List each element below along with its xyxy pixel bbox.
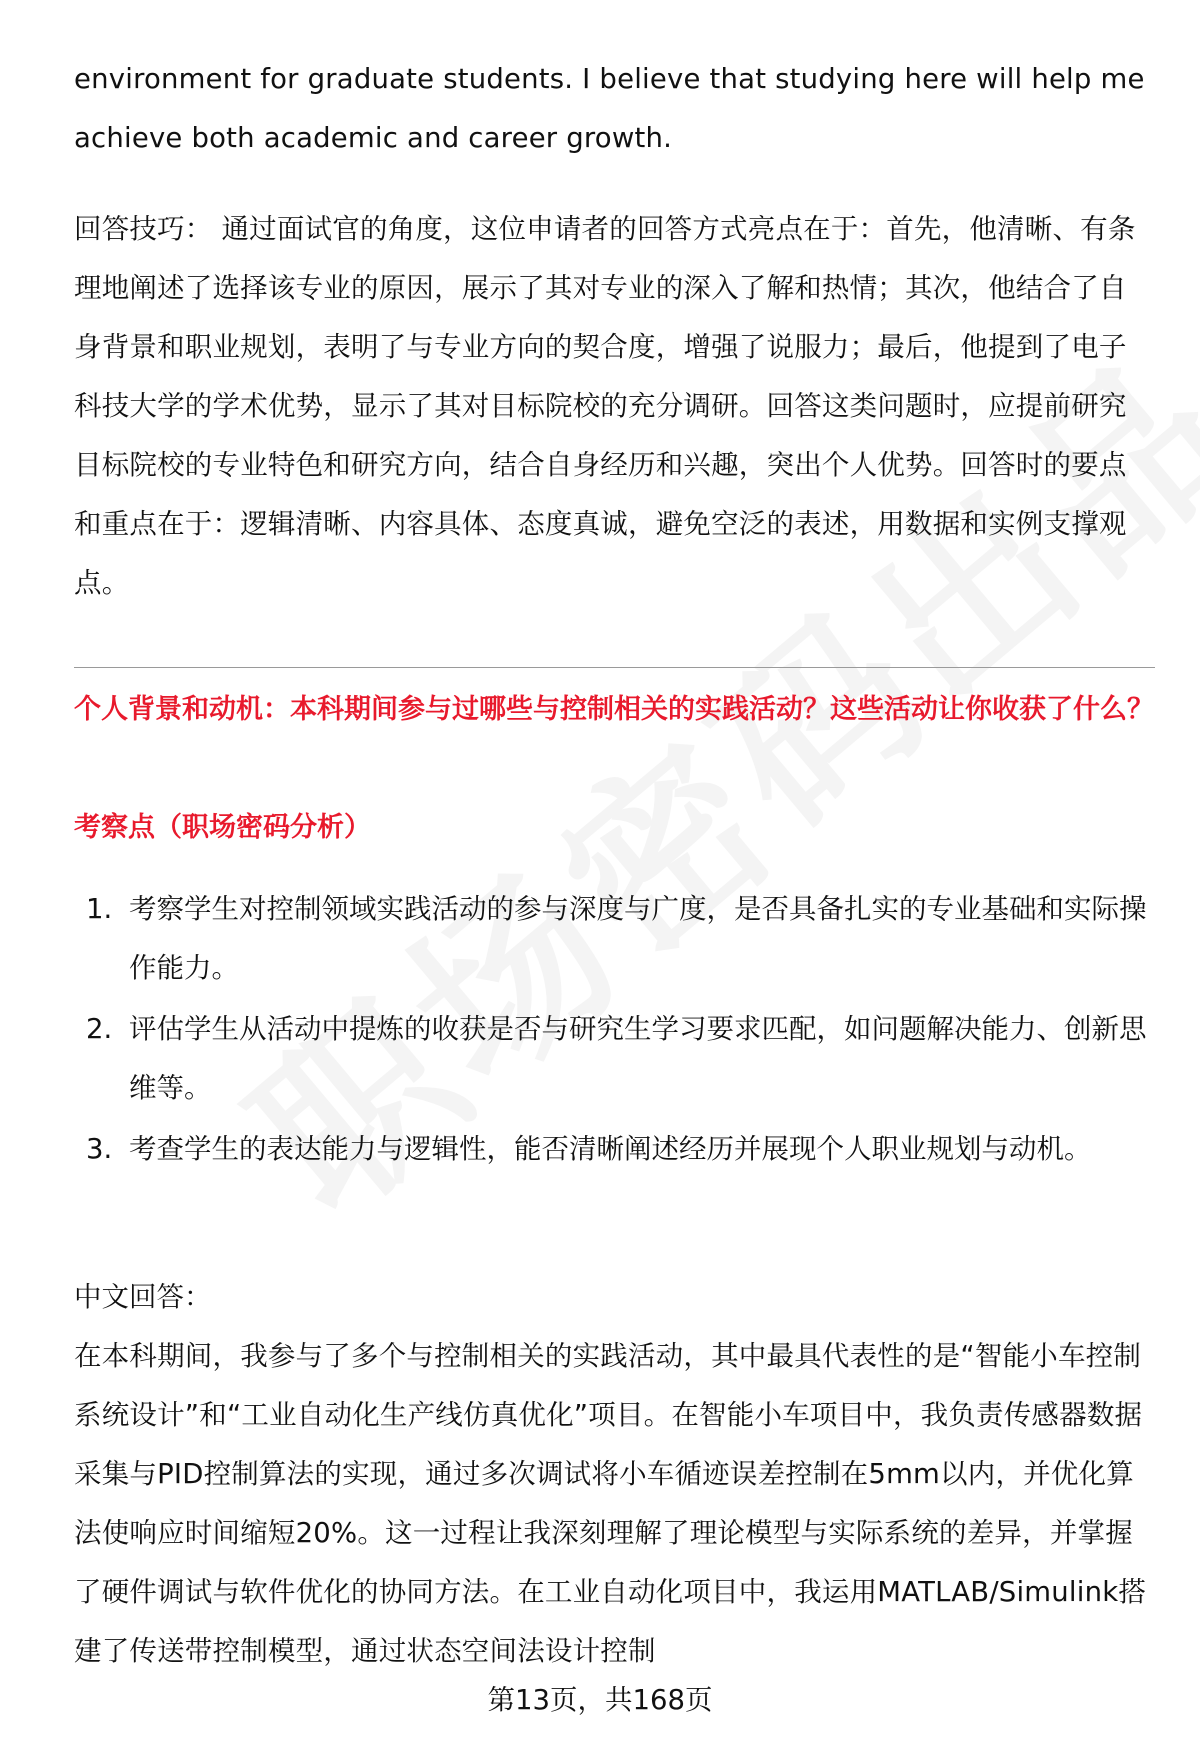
page-number: 第13页，共168页: [487, 1684, 713, 1716]
question-heading: 个人背景和动机：本科期间参与过哪些与控制相关的实践活动？这些活动让你收获了什么？: [74, 694, 1154, 725]
tips-paragraph: 回答技巧： 通过面试官的角度，这位申请者的回答方式亮点在于：首先，他清晰、有条理地阐述了选择该专业的原因，展示了其对专业的深入了解和热情；其次，他结合了自身背景和职业规划，表明了与专业方向的契合度，增强了说服力；最后，他提到了电子科技大学的学术优势，显示了其对目标院校的充分调研。回答这类问题时，应提前研究目标院校的专业特色和研究方向，结合自身经历和兴趣，突出个人优势。回答时的要点和重点在于：逻辑清晰、内容具体、态度真诚，避免空泛的表述，用数据和实例支撑观点。: [74, 213, 1136, 599]
list-number: 1.: [86, 893, 113, 925]
list-text: 考察学生对控制领域实践活动的参与深度与广度，是否具备扎实的专业基础和实际操作能力。: [129, 893, 1147, 984]
section-divider: [74, 667, 1155, 668]
intro-paragraph: environment for graduate students. I believe that studying here will help me achieve both academic and career growth.: [74, 63, 1145, 154]
list-number: 2.: [86, 1013, 113, 1045]
list-item: [74, 1000, 1154, 1118]
list-number: 3.: [86, 1133, 113, 1165]
list-text: 评估学生从活动中提炼的收获是否与研究生学习要求匹配，如问题解决能力、创新思维等。: [129, 1013, 1147, 1104]
list-item: [74, 1120, 1154, 1179]
assess-heading: 考察点（职场密码分析）: [74, 812, 371, 843]
list-item: [74, 880, 1154, 998]
assess-list: [74, 880, 1154, 1181]
answer-paragraph: 在本科期间，我参与了多个与控制相关的实践活动，其中最具代表性的是“智能小车控制系统设计”和“工业自动化生产线仿真优化”项目。在智能小车项目中，我负责传感器数据采集与PID控制算法的实现，通过多次调试将小车循迹误差控制在5mm以内，并优化算法使响应时间缩短20%。这一过程让我深刻理解了理论模型与实际系统的差异，并掌握了硬件调试与软件优化的协同方法。在工业自动化项目中，我运用MATLAB/Simulink搭建了传送带控制模型，通过状态空间法设计控制: [74, 1340, 1147, 1667]
answer-label: 中文回答：: [74, 1281, 212, 1313]
list-text: 考查学生的表达能力与逻辑性，能否清晰阐述经历并展现个人职业规划与动机。: [129, 1133, 1092, 1165]
